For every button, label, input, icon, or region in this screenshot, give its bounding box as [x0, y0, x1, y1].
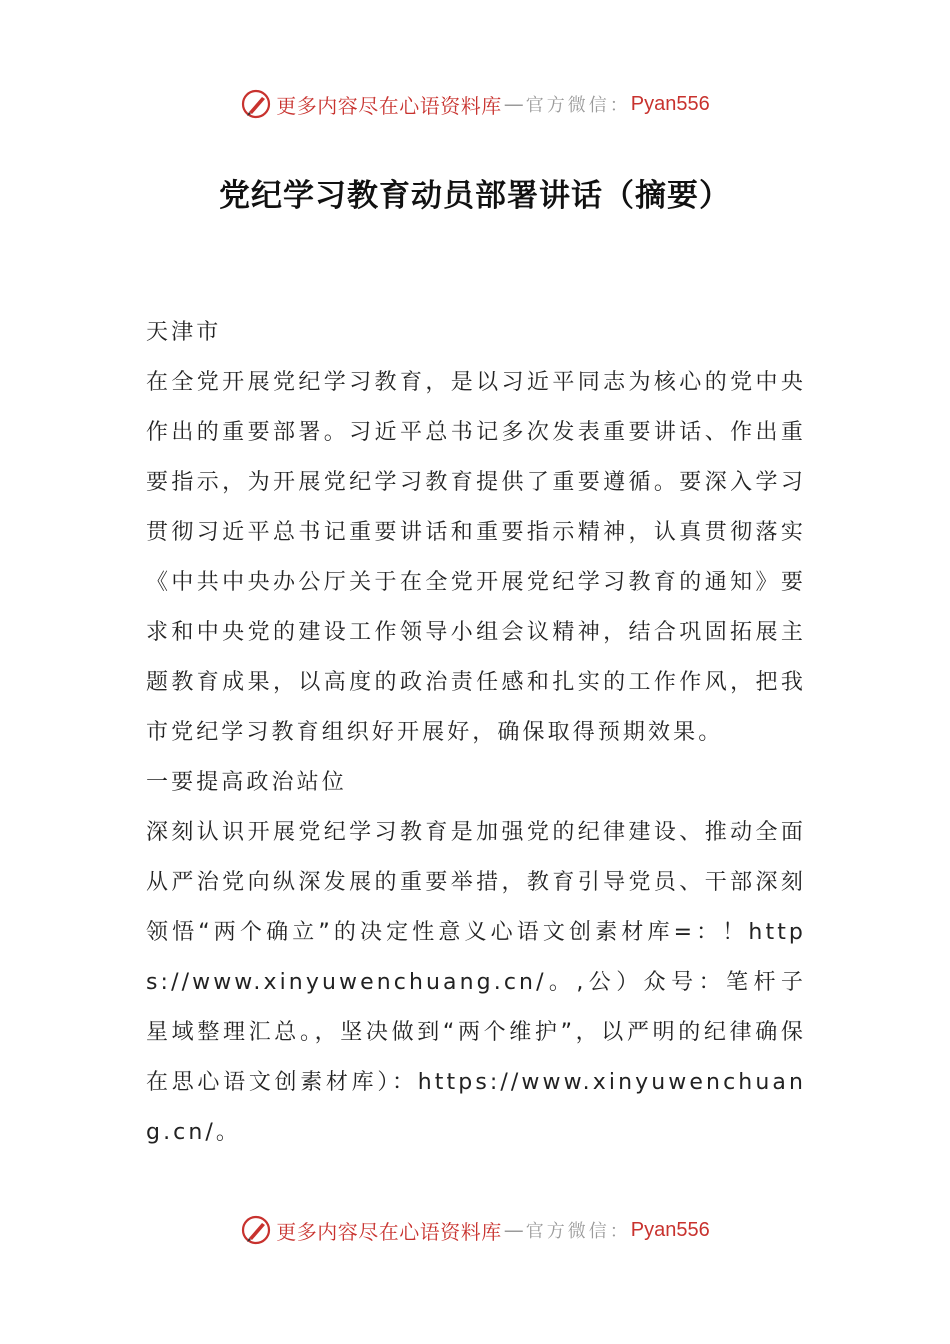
city-line: 天津市 [146, 320, 222, 345]
document-body [146, 308, 806, 1158]
footer-banner [0, 1208, 950, 1252]
banner-wechat-id: Pyan556 [630, 1218, 710, 1241]
banner-official-label: 官方微信： [525, 1221, 631, 1242]
section-heading-1: 一要提高政治站位 [146, 770, 347, 795]
document-title: 党纪学习教育动员部署讲话（摘要） [219, 178, 731, 214]
banner-dash: — [503, 92, 524, 116]
banner-slogan: 更多内容尽在心语资料库 [276, 93, 502, 118]
paragraph-2: 深刻认识开展党纪学习教育是加强党的纪律建设、推动全面从严治党向纵深发展的重要举措，教育引导党员、干部深刻领悟“两个确立”的决定性意义心语文创素材库=：！https://www.xinyuwenchuang.cn/。,公）众号：笔杆子星域整理汇总。，坚决做到“两个维护”，以严明的纪律确保在思心语文创素材库）：https://www.xinyuwenchuang.cn/。 [146, 820, 806, 1145]
header-banner [0, 82, 950, 126]
paragraph-1: 在全党开展党纪学习教育，是以习近平同志为核心的党中央作出的重要部署。习近平总书记多次发表重要讲话、作出重要指示，为开展党纪学习教育提供了重要遵循。要深入学习贯彻习近平总书记重要讲话和重要指示精神，认真贯彻落实《中共中央办公厅关于在全党开展党纪学习教育的通知》要求和中央党的建设工作领导小组会议精神，结合巩固拓展主题教育成果，以高度的政治责任感和扎实的工作作风，把我市党纪学习教育组织好开展好，确保取得预期效果。 [146, 370, 806, 745]
banner-slogan: 更多内容尽在心语资料库 [276, 1219, 502, 1244]
quill-logo-icon [240, 88, 272, 120]
banner-dash: — [503, 1218, 524, 1242]
banner-official-label: 官方微信： [525, 95, 631, 116]
quill-logo-icon [240, 1214, 272, 1246]
banner-wechat-id: Pyan556 [630, 92, 710, 115]
